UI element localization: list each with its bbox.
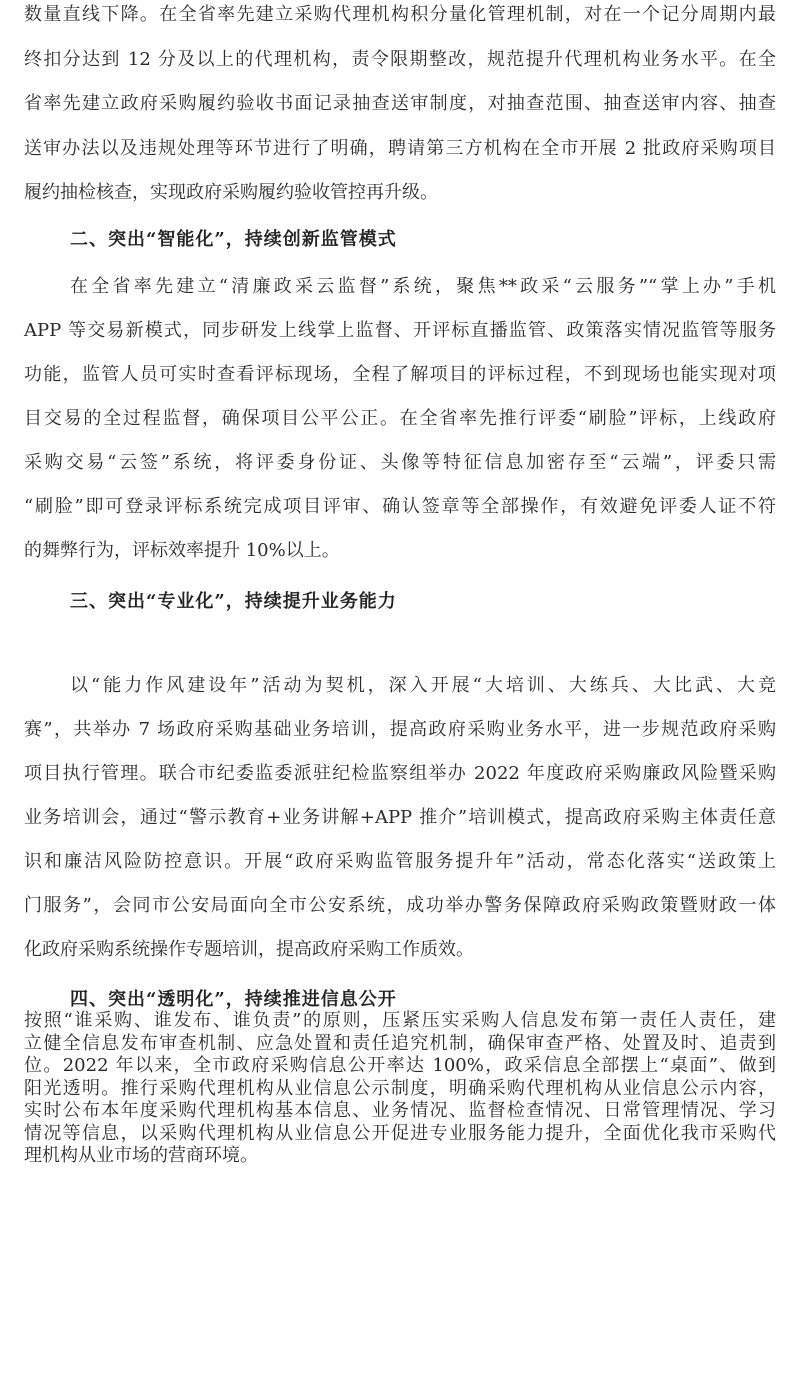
- text-line: 以“能力作风建设年”活动为契机，深入开展“大培训、大练兵、大比武、大竞: [70, 675, 776, 696]
- text-line: 采购交易“云签”系统，将评委身份证、头像等特征信息加密存至“云端”，评委只需: [24, 452, 776, 473]
- text-line: 门服务”，会同市公安局面向全市公安系统，成功举办警务保障政府采购政策暨财政一体: [24, 895, 776, 916]
- text-line: 项目执行管理。联合市纪委监委派驻纪检监察组举办 2022 年度政府采购廉政风险暨采购: [24, 763, 776, 784]
- text-line: 位。2022 年以来，全市政府采购信息公开率达 100%，政采信息全部摆上“桌面”、做到: [24, 1055, 776, 1076]
- text-line: 业务培训会，通过“警示教育+业务讲解+APP 推介”培训模式，提高政府采购主体责任意: [24, 807, 776, 828]
- text-line: 立健全信息发布审查机制、应急处置和责任追究机制，确保审查严格、处置及时、追责到: [24, 1032, 776, 1054]
- text-line: 送审办法以及违规处理等环节进行了明确，聘请第三方机构在全市开展 2 批政府采购项目: [24, 138, 776, 159]
- text-line: APP 等交易新模式，同步研发上线掌上监督、开评标直播监管、政策落实情况监管等服务: [24, 320, 776, 341]
- section-heading: 四、突出“透明化”，持续推进信息公开: [70, 989, 397, 1010]
- text-line: “刷脸”即可登录评标系统完成项目评审、确认签章等全部操作，有效避免评委人证不符: [24, 496, 776, 517]
- text-line: 化政府采购系统操作专题培训，提高政府采购工作质效。: [24, 939, 474, 960]
- text-line: 省率先建立政府采购履约验收书面记录抽查送审制度，对抽查范围、抽查送审内容、抽查: [24, 93, 776, 114]
- text-line: 实时公布本年度采购代理机构基本信息、业务情况、监督检查情况、日常管理情况、学习: [24, 1100, 776, 1121]
- text-line: 识和廉洁风险防控意识。开展“政府采购监管服务提升年”活动，常态化落实“送政策上: [24, 851, 776, 872]
- text-line: 按照“谁采购、谁发布、谁负责”的原则，压紧压实采购人信息发布第一责任人责任，建: [24, 1010, 776, 1031]
- text-line: 终扣分达到 12 分及以上的代理机构，责令限期整改，规范提升代理机构业务水平。在全: [24, 49, 776, 70]
- section-heading: 二、突出“智能化”，持续创新监管模式: [70, 229, 397, 250]
- section-heading: 三、突出“专业化”，持续提升业务能力: [70, 591, 397, 612]
- text-line: 功能，监管人员可实时查看评标现场，全程了解项目的评标过程，不到现场也能实现对项: [24, 364, 776, 385]
- text-line: 在全省率先建立“清廉政采云监督”系统，聚焦**政采“云服务”“掌上办”手机: [70, 276, 776, 297]
- text-line: 赛”，共举办 7 场政府采购基础业务培训，提高政府采购业务水平，进一步规范政府采购: [24, 719, 776, 740]
- text-line: 理机构从业市场的营商环境。: [24, 1145, 258, 1166]
- text-line: 数量直线下降。在全省率先建立采购代理机构积分量化管理机制，对在一个记分周期内最: [24, 4, 776, 25]
- text-line: 阳光透明。推行采购代理机构从业信息公示制度，明确采购代理机构从业信息公示内容，: [24, 1077, 776, 1099]
- text-line: 情况等信息，以采购代理机构从业信息公开促进专业服务能力提升，全面优化我市采购代: [24, 1122, 776, 1144]
- text-line: 的舞弊行为，评标效率提升 10%以上。: [24, 540, 340, 561]
- text-line: 目交易的全过程监督，确保项目公平公正。在全省率先推行评委“刷脸”评标，上线政府: [24, 408, 776, 429]
- text-line: 履约抽检核查，实现政府采购履约验收管控再升级。: [24, 182, 438, 203]
